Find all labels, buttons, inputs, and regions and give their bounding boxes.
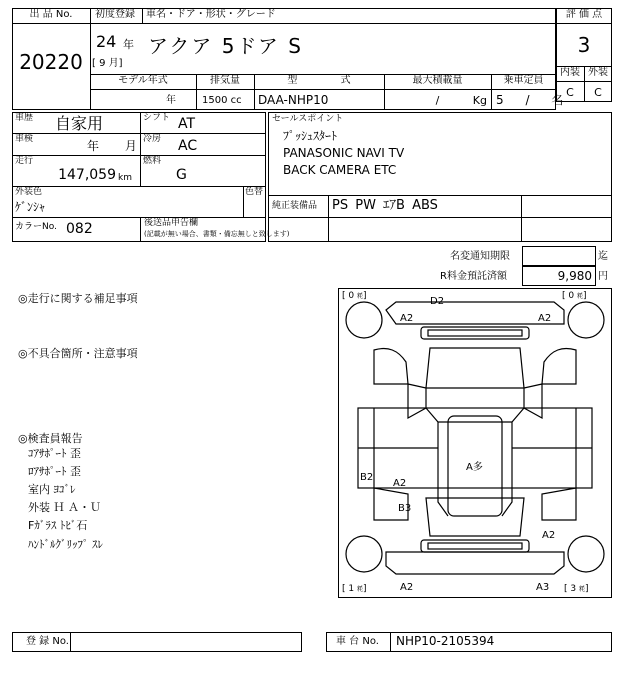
color: ｹﾞﾝｼｬ — [15, 200, 46, 214]
mark-a2-front-left: A2 — [400, 313, 414, 324]
first-reg-month: [ 9 月] — [92, 58, 123, 69]
recycle-fee-label: R料金預託済額 — [440, 271, 507, 282]
recycle-fee-unit: 円 — [598, 271, 608, 282]
recycle-fee: 9,980 — [557, 269, 592, 283]
driving-notes-label: ◎走行に関する補足事項 — [18, 292, 138, 305]
first-reg-year: 24 — [96, 32, 117, 51]
model-year-label: モデル年式 — [118, 75, 168, 86]
displacement-label: 排気量 — [210, 75, 240, 86]
mark-a2-rear-right: A2 — [542, 530, 556, 541]
ac: AC — [178, 138, 198, 154]
mark-a2-rear-left: A2 — [400, 582, 414, 593]
tire-rear-left — [346, 536, 382, 572]
mark-a2-front-right: A2 — [538, 313, 552, 324]
docs-note: (記載が無い場合、書類・備忘無しと致します) — [144, 230, 290, 238]
fuel: G — [176, 167, 187, 183]
exterior-label: 外装 — [588, 67, 608, 78]
deadline-unit: 迄 — [598, 251, 608, 262]
tire-fl-mm: [ 0 粍] — [342, 291, 367, 301]
mark-d2: D2 — [430, 296, 445, 307]
tire-front-right — [568, 302, 604, 338]
capacity: 5 / 名 — [496, 93, 564, 107]
exterior-grade: C — [594, 86, 602, 99]
mark-a-many: A多 — [466, 462, 483, 473]
history: 自家用 — [55, 114, 104, 133]
defects-label: ◎不具合箇所・注意事項 — [18, 347, 138, 360]
inspector-item-3: 室内 ﾖｺﾞﾚ — [28, 483, 76, 496]
ac-label: 冷房 — [143, 134, 162, 144]
mark-a3: A3 — [536, 582, 550, 593]
mark-b2: B2 — [360, 472, 374, 483]
interior-label: 内装 — [560, 67, 580, 78]
mark-b3: B3 — [398, 503, 412, 514]
inspection: 年 月 — [87, 139, 137, 153]
chassis-no: NHP10-2105394 — [396, 634, 495, 648]
capacity-label: 乗車定員 — [503, 75, 544, 86]
score-label: 評 価 点 — [565, 9, 603, 20]
inspector-item-6: ﾊﾝﾄﾞﾙｸﾞﾘｯﾌﾟ ｽﾚ — [28, 538, 103, 551]
sales-point-line-1: ﾌﾟｯｼｭｽﾀｰﾄ — [283, 129, 338, 143]
color-no-label: カラーNo. — [15, 222, 57, 232]
color-change-label: 色替 — [245, 187, 264, 197]
mileage-unit: km — [118, 173, 132, 183]
tire-fr-mm: [ 0 粍] — [562, 291, 587, 301]
sales-point-line-3: BACK CAMERA ETC — [283, 163, 397, 177]
model-code: DAA-NHP10 — [258, 93, 329, 107]
inspector-item-1: ｺｱｻﾎﾟｰﾄ 歪 — [28, 447, 81, 460]
model-year-unit: 年 — [166, 95, 176, 106]
car-name-label: 車名・ドア・形状・グレード — [146, 9, 276, 20]
color-no: 082 — [66, 221, 93, 237]
max-load-label: 最大積載量 — [412, 75, 463, 86]
mark-a2-side: A2 — [393, 478, 407, 489]
mileage-label: 走行 — [15, 156, 34, 166]
lot-no-label: 出 品 No. — [29, 9, 73, 20]
mileage: 147,059 — [58, 167, 116, 183]
shift: AT — [178, 116, 196, 132]
displacement-value: 1500 cc — [202, 95, 242, 106]
inspector-item-4: 外装 Ｈ Ａ・Ｕ — [28, 501, 101, 514]
sales-point-line-2: PANASONIC NAVI TV — [283, 146, 405, 160]
deadline-label: 名変通知期限 — [450, 251, 510, 262]
inspector-item-2: ﾛｱｻﾎﾟｰﾄ 歪 — [28, 465, 81, 478]
sales-points-label: セールスポイント — [272, 114, 344, 124]
fuel-label: 燃料 — [143, 156, 162, 166]
docs-label: 後送品申告欄 — [144, 218, 199, 228]
first-reg-year-unit: 年 — [123, 38, 134, 51]
car-damage-diagram — [338, 288, 612, 598]
car-name: アクア 5ドア S — [148, 34, 303, 58]
lot-no: 20220 — [19, 50, 83, 74]
inspector-label: ◎検査員報告 — [18, 432, 83, 445]
max-load: / Kg — [435, 94, 487, 107]
shift-label: シフト — [143, 113, 171, 123]
interior-grade: C — [566, 86, 574, 99]
chassis-label: 車 台 No. — [336, 636, 379, 647]
equipment-label: 純正装備品 — [272, 201, 318, 211]
inspection-label: 車検 — [15, 134, 34, 144]
tire-front-left — [346, 302, 382, 338]
model-label: 型 式 — [287, 75, 351, 86]
tire-rear-right — [568, 536, 604, 572]
reg-no-label: 登 録 No. — [26, 636, 69, 647]
history-label: 車歴 — [15, 113, 34, 123]
tire-rl-mm: [ 1 粍] — [342, 584, 367, 594]
first-reg-label: 初度登録 — [95, 9, 135, 20]
score: 3 — [577, 33, 591, 57]
tire-rr-mm: [ 3 粍] — [564, 584, 589, 594]
inspector-item-5: Fｶﾞﾗｽ ﾄﾋﾞ石 — [28, 519, 88, 532]
equipment-value: PS PW ｴｱB ABS — [332, 198, 438, 213]
color-label: 外装色 — [15, 187, 43, 197]
deadline-box — [522, 246, 596, 266]
